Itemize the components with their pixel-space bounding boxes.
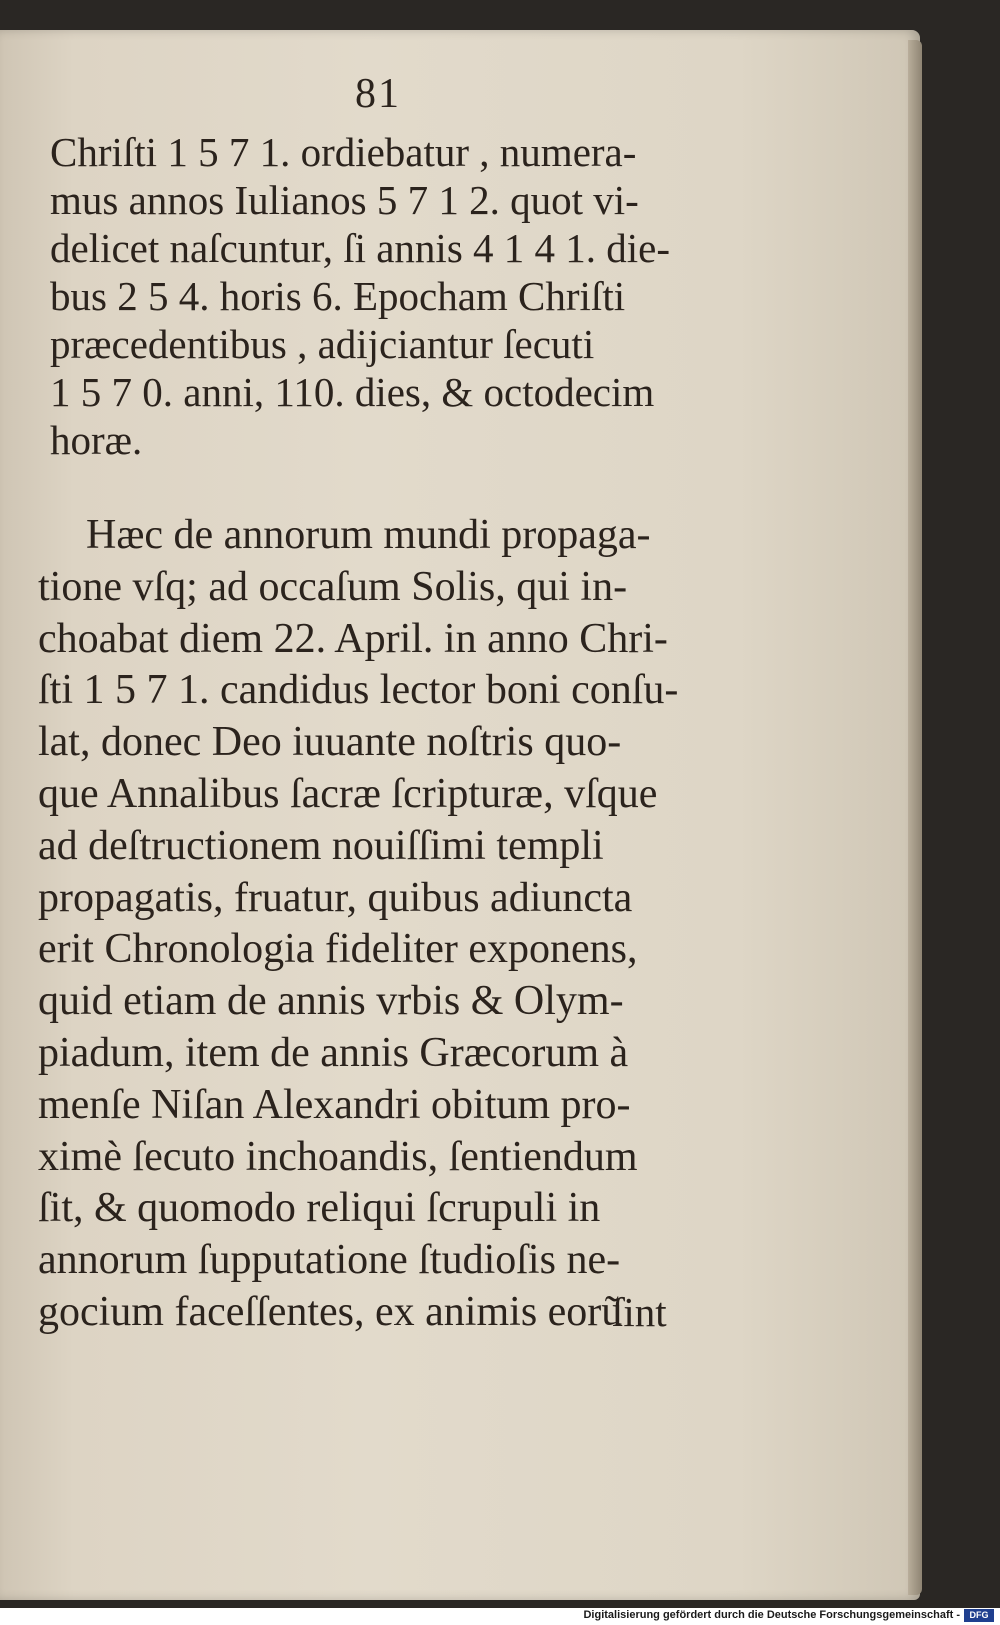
text-line: erit Chronologia fideliter exponens,	[38, 926, 638, 973]
text-line: Chriſti 1 5 7 1. ordiebatur , numera-	[50, 129, 637, 175]
text-line: quid etiam de annis vrbis & Olym-	[38, 978, 624, 1025]
text-line: ad deſtructionem nouiſſimi templi	[38, 822, 604, 869]
text-line: ximè ſecuto inchoandis, ſentiendum	[38, 1133, 638, 1180]
page-number: 81	[355, 71, 401, 117]
paragraph-1	[50, 128, 670, 464]
dfg-logo: DFG	[964, 1609, 994, 1622]
footer-credit: Digitalisierung gefördert durch die Deutsche Forschungsgemeinschaft -	[583, 1609, 960, 1621]
paragraph-2	[38, 510, 678, 1339]
text-line: bus 2 5 4. horis 6. Epocham Chriſti	[50, 273, 626, 319]
text-line: lat, donec Deo iuuante noſtris quo-	[38, 719, 622, 766]
page-edge	[908, 40, 922, 1595]
text-line: mus annos Iulianos 5 7 1 2. quot vi-	[50, 177, 639, 223]
text-line: horæ.	[50, 417, 143, 463]
text-line: choabat diem 22. April. in anno Chri-	[38, 615, 668, 662]
text-line: menſe Niſan Alexandri obitum pro-	[38, 1081, 631, 1128]
text-line: Hæc de annorum mundi propaga-	[86, 512, 651, 558]
text-line: ſti 1 5 7 1. candidus lector boni conſu-	[38, 667, 679, 714]
text-line: præcedentibus , adijciantur ſecuti	[50, 321, 595, 367]
text-line: delicet naſcuntur, ſi annis 4 1 4 1. die-	[50, 225, 671, 271]
text-line: 1 5 7 0. anni, 110. dies, & octodecim	[50, 369, 655, 415]
catchword: ſint	[612, 1289, 667, 1335]
text-line: piadum, item de annis Græcorum à	[38, 1029, 629, 1076]
text-line: tione vſq; ad occaſum Solis, qui in-	[38, 563, 628, 610]
text-line: annorum ſupputatione ſtudioſis ne-	[38, 1237, 621, 1284]
text-line: propagatis, fruatur, quibus adiuncta	[38, 874, 633, 921]
text-line: ſit, & quomodo reliqui ſcrupuli in	[38, 1185, 601, 1232]
text-line: que Annalibus ſacræ ſcripturæ, vſque	[38, 770, 658, 817]
text-line: gocium faceſſentes, ex animis eorũ	[38, 1288, 623, 1335]
